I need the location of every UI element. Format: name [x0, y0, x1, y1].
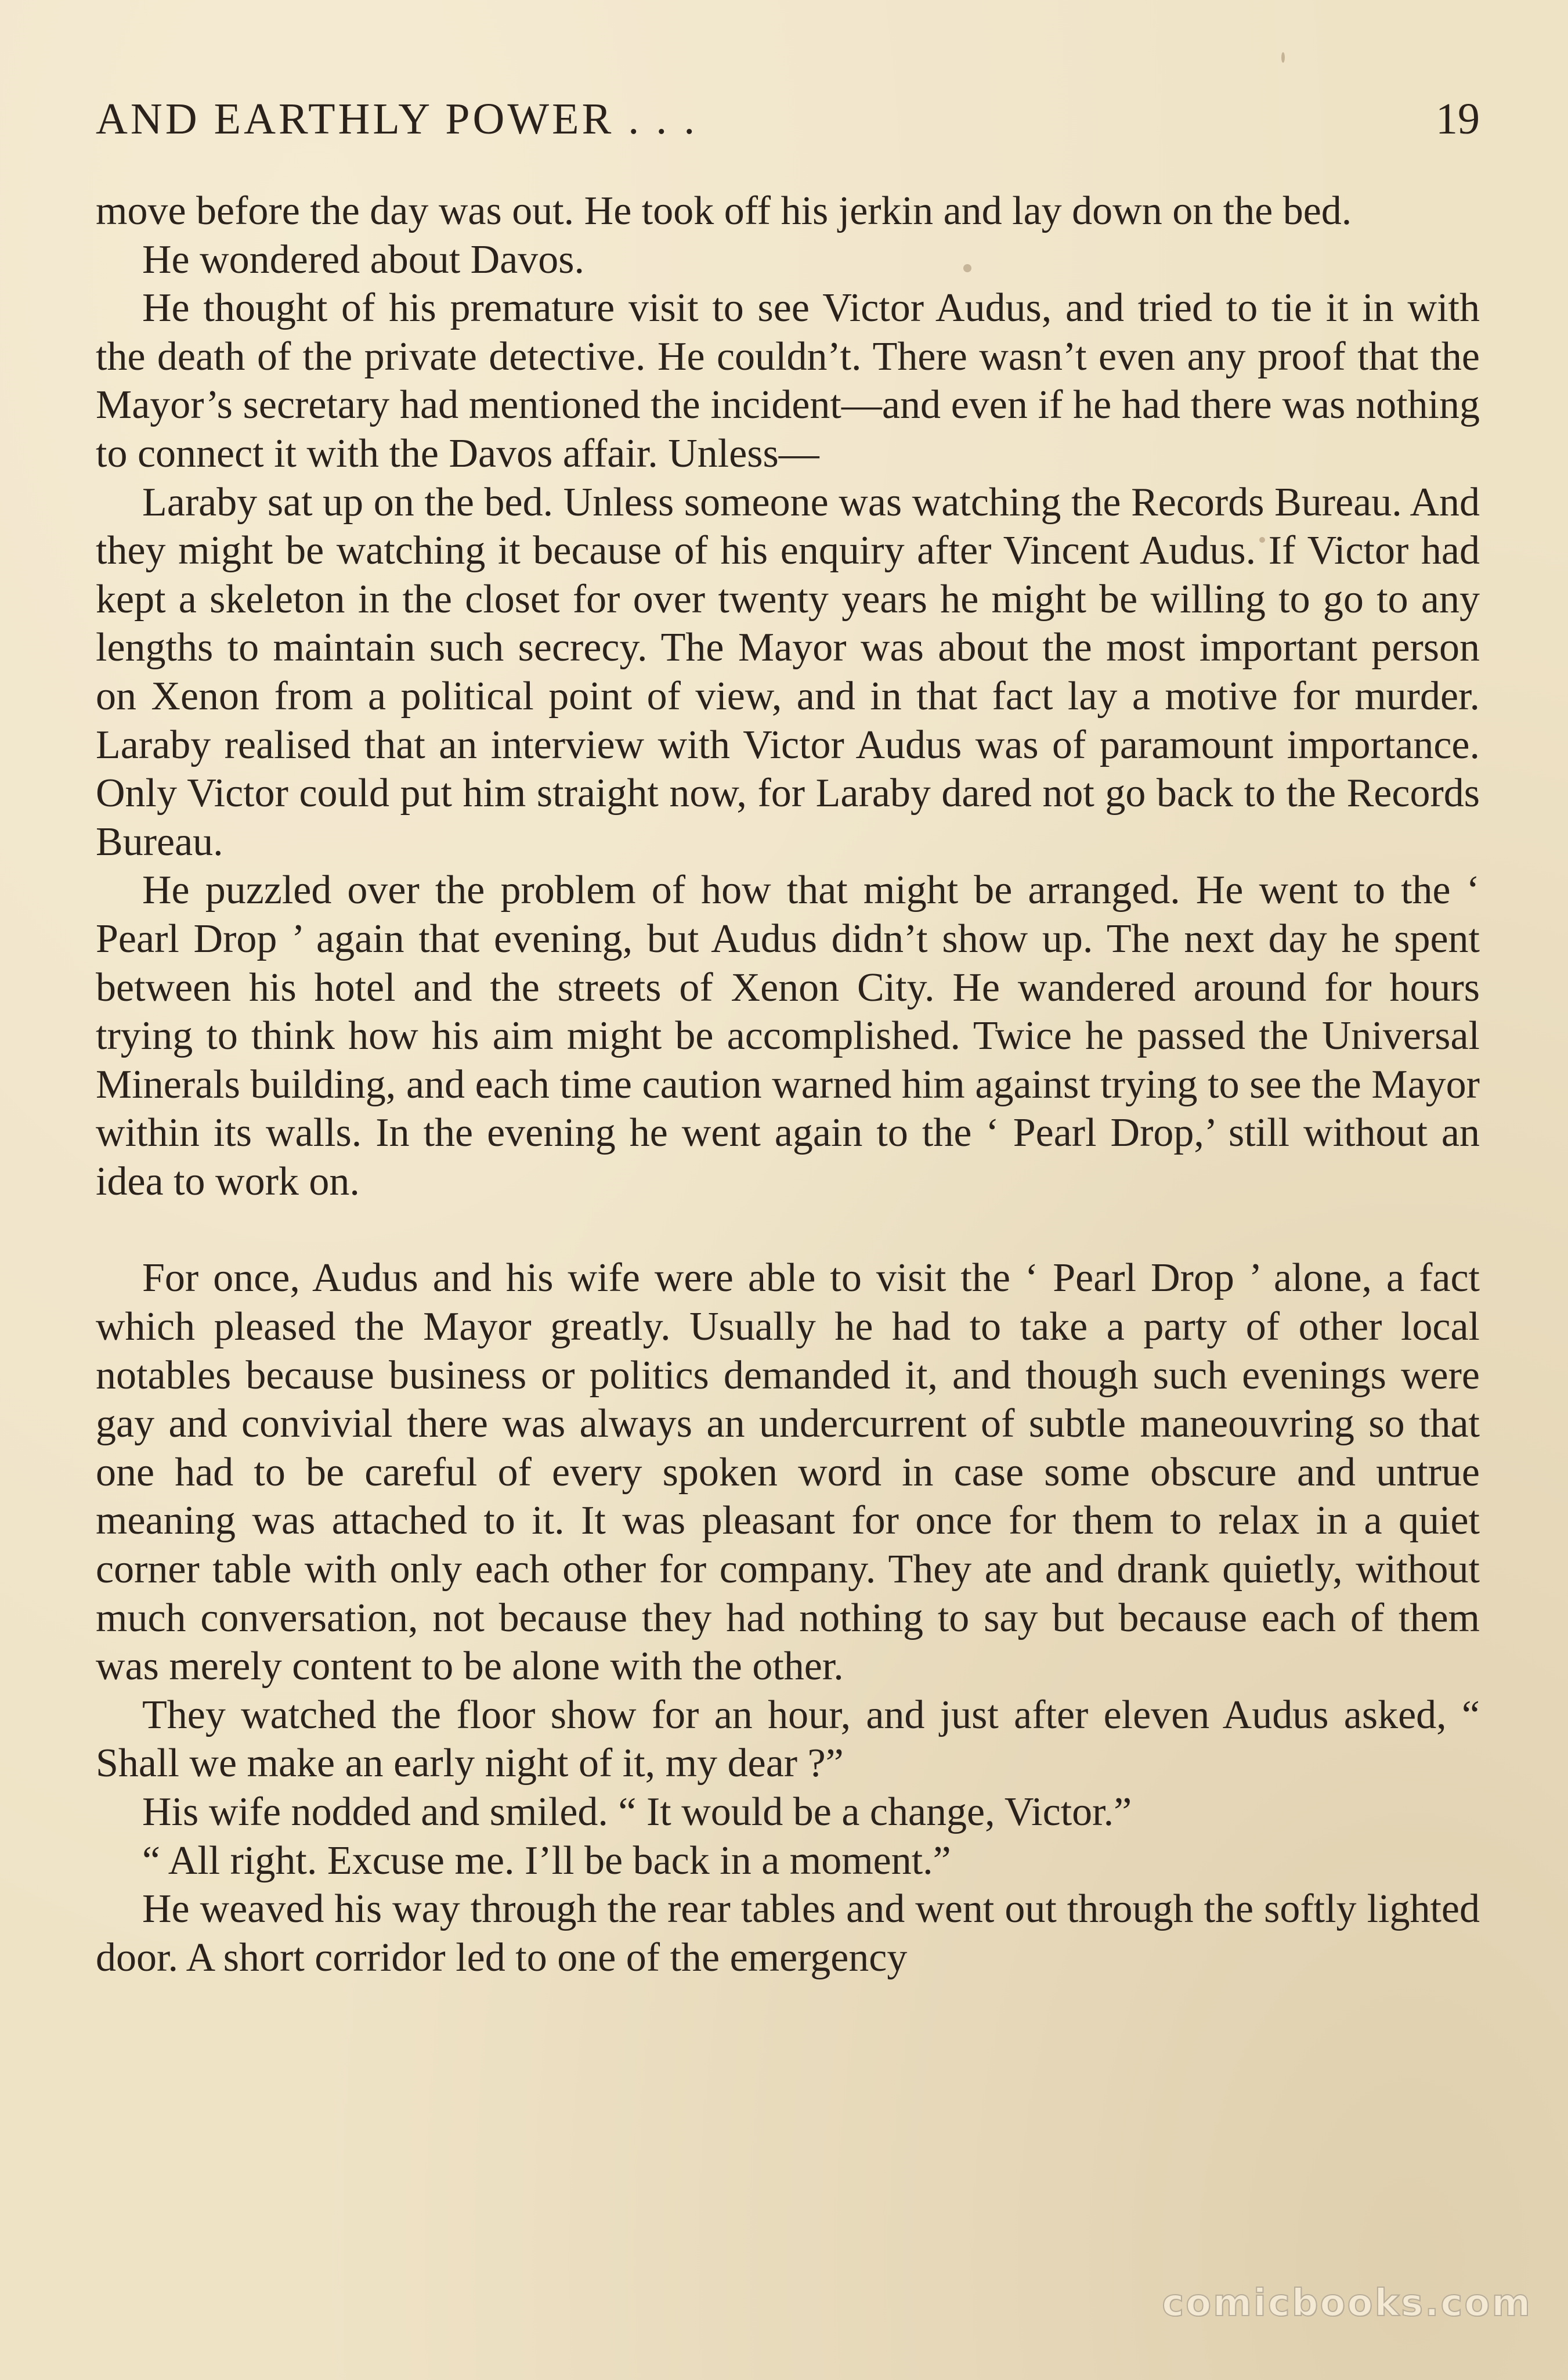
running-head: [96, 87, 1480, 151]
paragraph: He weaved his way through the rear tables and went out through the softly lighted door. A short corridor led to one of the emergency: [96, 1887, 1480, 1980]
running-title: AND EARTHLY POWER . . .: [96, 95, 698, 143]
paragraph: For once, Audus and his wife were able to visit the ‘ Pearl Drop ’ alone, a fact which pleased the Mayor greatly. Usually he had to take a party of other local notables because business or politics demanded it, and though such evenings were gay and convivial there was always an undercurrent of subtle maneouvring so that one had to be careful of every spoken word in case some obscure and untrue meaning was attached to it. It was pleasant for once for them to relax in a quiet corner table with only each other for company. They ate and drank quietly, without much conversation, not because they had nothing to say but because each of them was merely content to be alone with the other.: [96, 1256, 1480, 1689]
paper-speck: [963, 264, 971, 272]
body-text: [96, 187, 1480, 1982]
paragraph: His wife nodded and smiled. “ It would be a change, Victor.”: [142, 1790, 1132, 1834]
paragraph: Laraby sat up on the bed. Unless someone was watching the Records Bureau. And they might be watching it because of his enquiry after Vincent Audus. If Victor had kept a skeleton in the closet for over twenty years he might be willing to go to any lengths to maintain such secrecy. The Mayor was about the most important person on Xenon from a political point of view, and in that fact lay a motive for murder. Laraby realised that an interview with Victor Audus was of paramount importance. Only Victor could put him straight now, for Laraby dared not go back to the Records Bureau.: [96, 479, 1480, 864]
paragraph: They watched the floor show for an hour, and just after eleven Audus asked, “ Shall we make an early night of it, my dear ?”: [96, 1692, 1480, 1786]
paragraph: He wondered about Davos.: [142, 237, 585, 282]
paper-speck: [1281, 52, 1285, 63]
page-number: 19: [1436, 95, 1480, 143]
paper-speck: [1259, 537, 1265, 543]
paragraph: “ All right. Excuse me. I’ll be back in a moment.”: [142, 1838, 951, 1883]
paragraph: He thought of his premature visit to see Victor Audus, and tried to tie it in with the death of the private detective. He couldn’t. There wasn’t even any proof that the Mayor’s secretary had mentioned the incident—and even if he had there was nothing to connect it with the Davos affair. Unless—: [96, 286, 1480, 476]
watermark: comicbooks.com: [1162, 2282, 1532, 2325]
paragraph: He puzzled over the problem of how that might be arranged. He went to the ‘ Pearl Drop ’ again that evening, but Audus didn’t show up. The next day he spent between his hotel and the streets of Xenon City. He wandered around for hours trying to think how his aim might be accomplished. Twice he passed the Universal Minerals building, and each time caution warned him against trying to see the Mayor within its walls. In the evening he went again to the ‘ Pearl Drop,’ still without an idea to work on.: [96, 868, 1480, 1204]
paragraph: move before the day was out. He took off his jerkin and lay down on the bed.: [96, 189, 1352, 233]
